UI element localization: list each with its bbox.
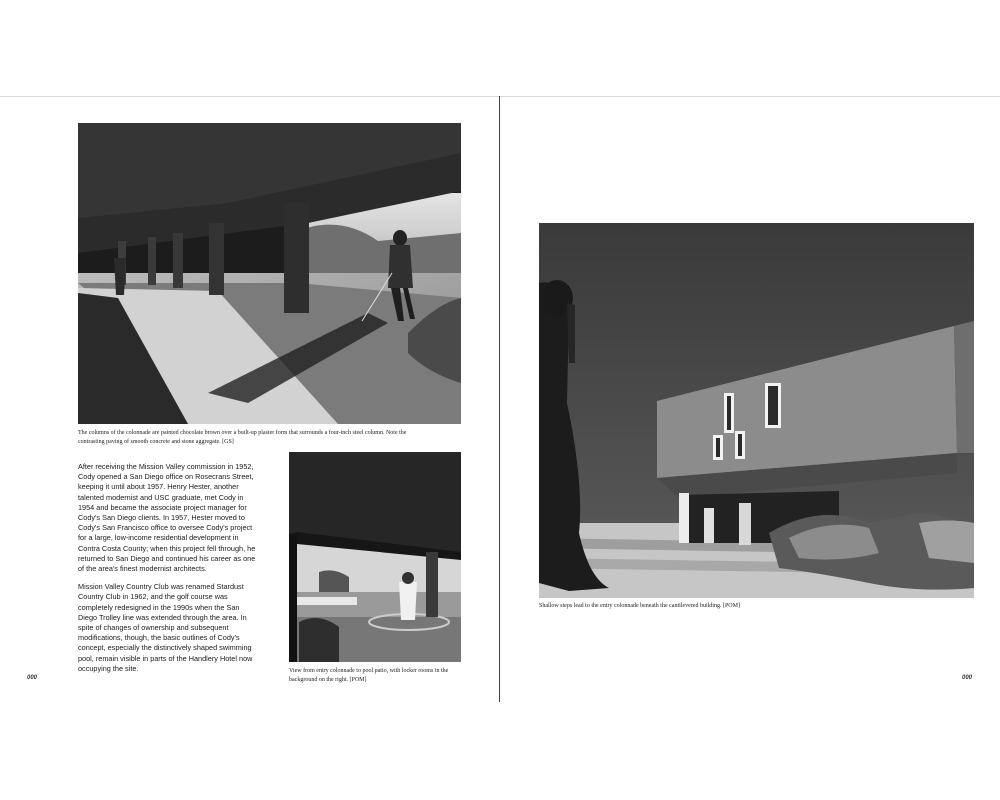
pool-patio-photo bbox=[289, 452, 461, 662]
body-paragraph-2: Mission Valley Country Club was renamed Stardust Country Club in 1962, and the golf course was completely redesigned in the 1990s when the San Diego Trolley line was extended through the area. In spite of changes of ownership and subsequent modifications, though, the basic outlines of Cody's concept, especially the distinctively shaped swimming pool, remain visible in parts of the Handlery Hotel now occupying the site. bbox=[78, 582, 253, 673]
pool-patio-photo-caption: View from entry colonnade to pool patio, with locker rooms in the background on the right. [POM] bbox=[289, 668, 449, 683]
colonnade-photo-caption: The columns of the colonnade are painted chocolate brown over a built-up plaster form that surrounds a four-inch steel column. Note the contrasting paving of smooth concrete and stone aggregate. [GS] bbox=[78, 430, 407, 445]
gutter-line bbox=[499, 96, 500, 702]
left-page-number: 000 bbox=[27, 675, 38, 681]
cantilevered-building-photo bbox=[539, 223, 974, 598]
cantilevered-building-photo-caption: Shallow steps lead to the entry colonnade beneath the cantilevered building. [POM] bbox=[539, 603, 740, 609]
body-text bbox=[78, 462, 258, 682]
colonnade-photo bbox=[78, 123, 461, 424]
top-divider bbox=[0, 96, 1000, 97]
right-page-number: 000 bbox=[962, 675, 973, 681]
body-paragraph-1: After receiving the Mission Valley commission in 1952, Cody opened a San Diego office on Rosecrans Street, keeping it until about 1957. Henry Hester, another talented modernist and USC graduate, met Cody in 1954 and became the associate project manager for Cody's San Diego clients. In 1957, Hester moved to Cody's San Francisco office to oversee Cody's project for a large, low-income residential development in Contra Costa County; when this project fell through, he returned to San Diego and continued his career as one of the area's finest modernist architects. bbox=[78, 462, 256, 574]
